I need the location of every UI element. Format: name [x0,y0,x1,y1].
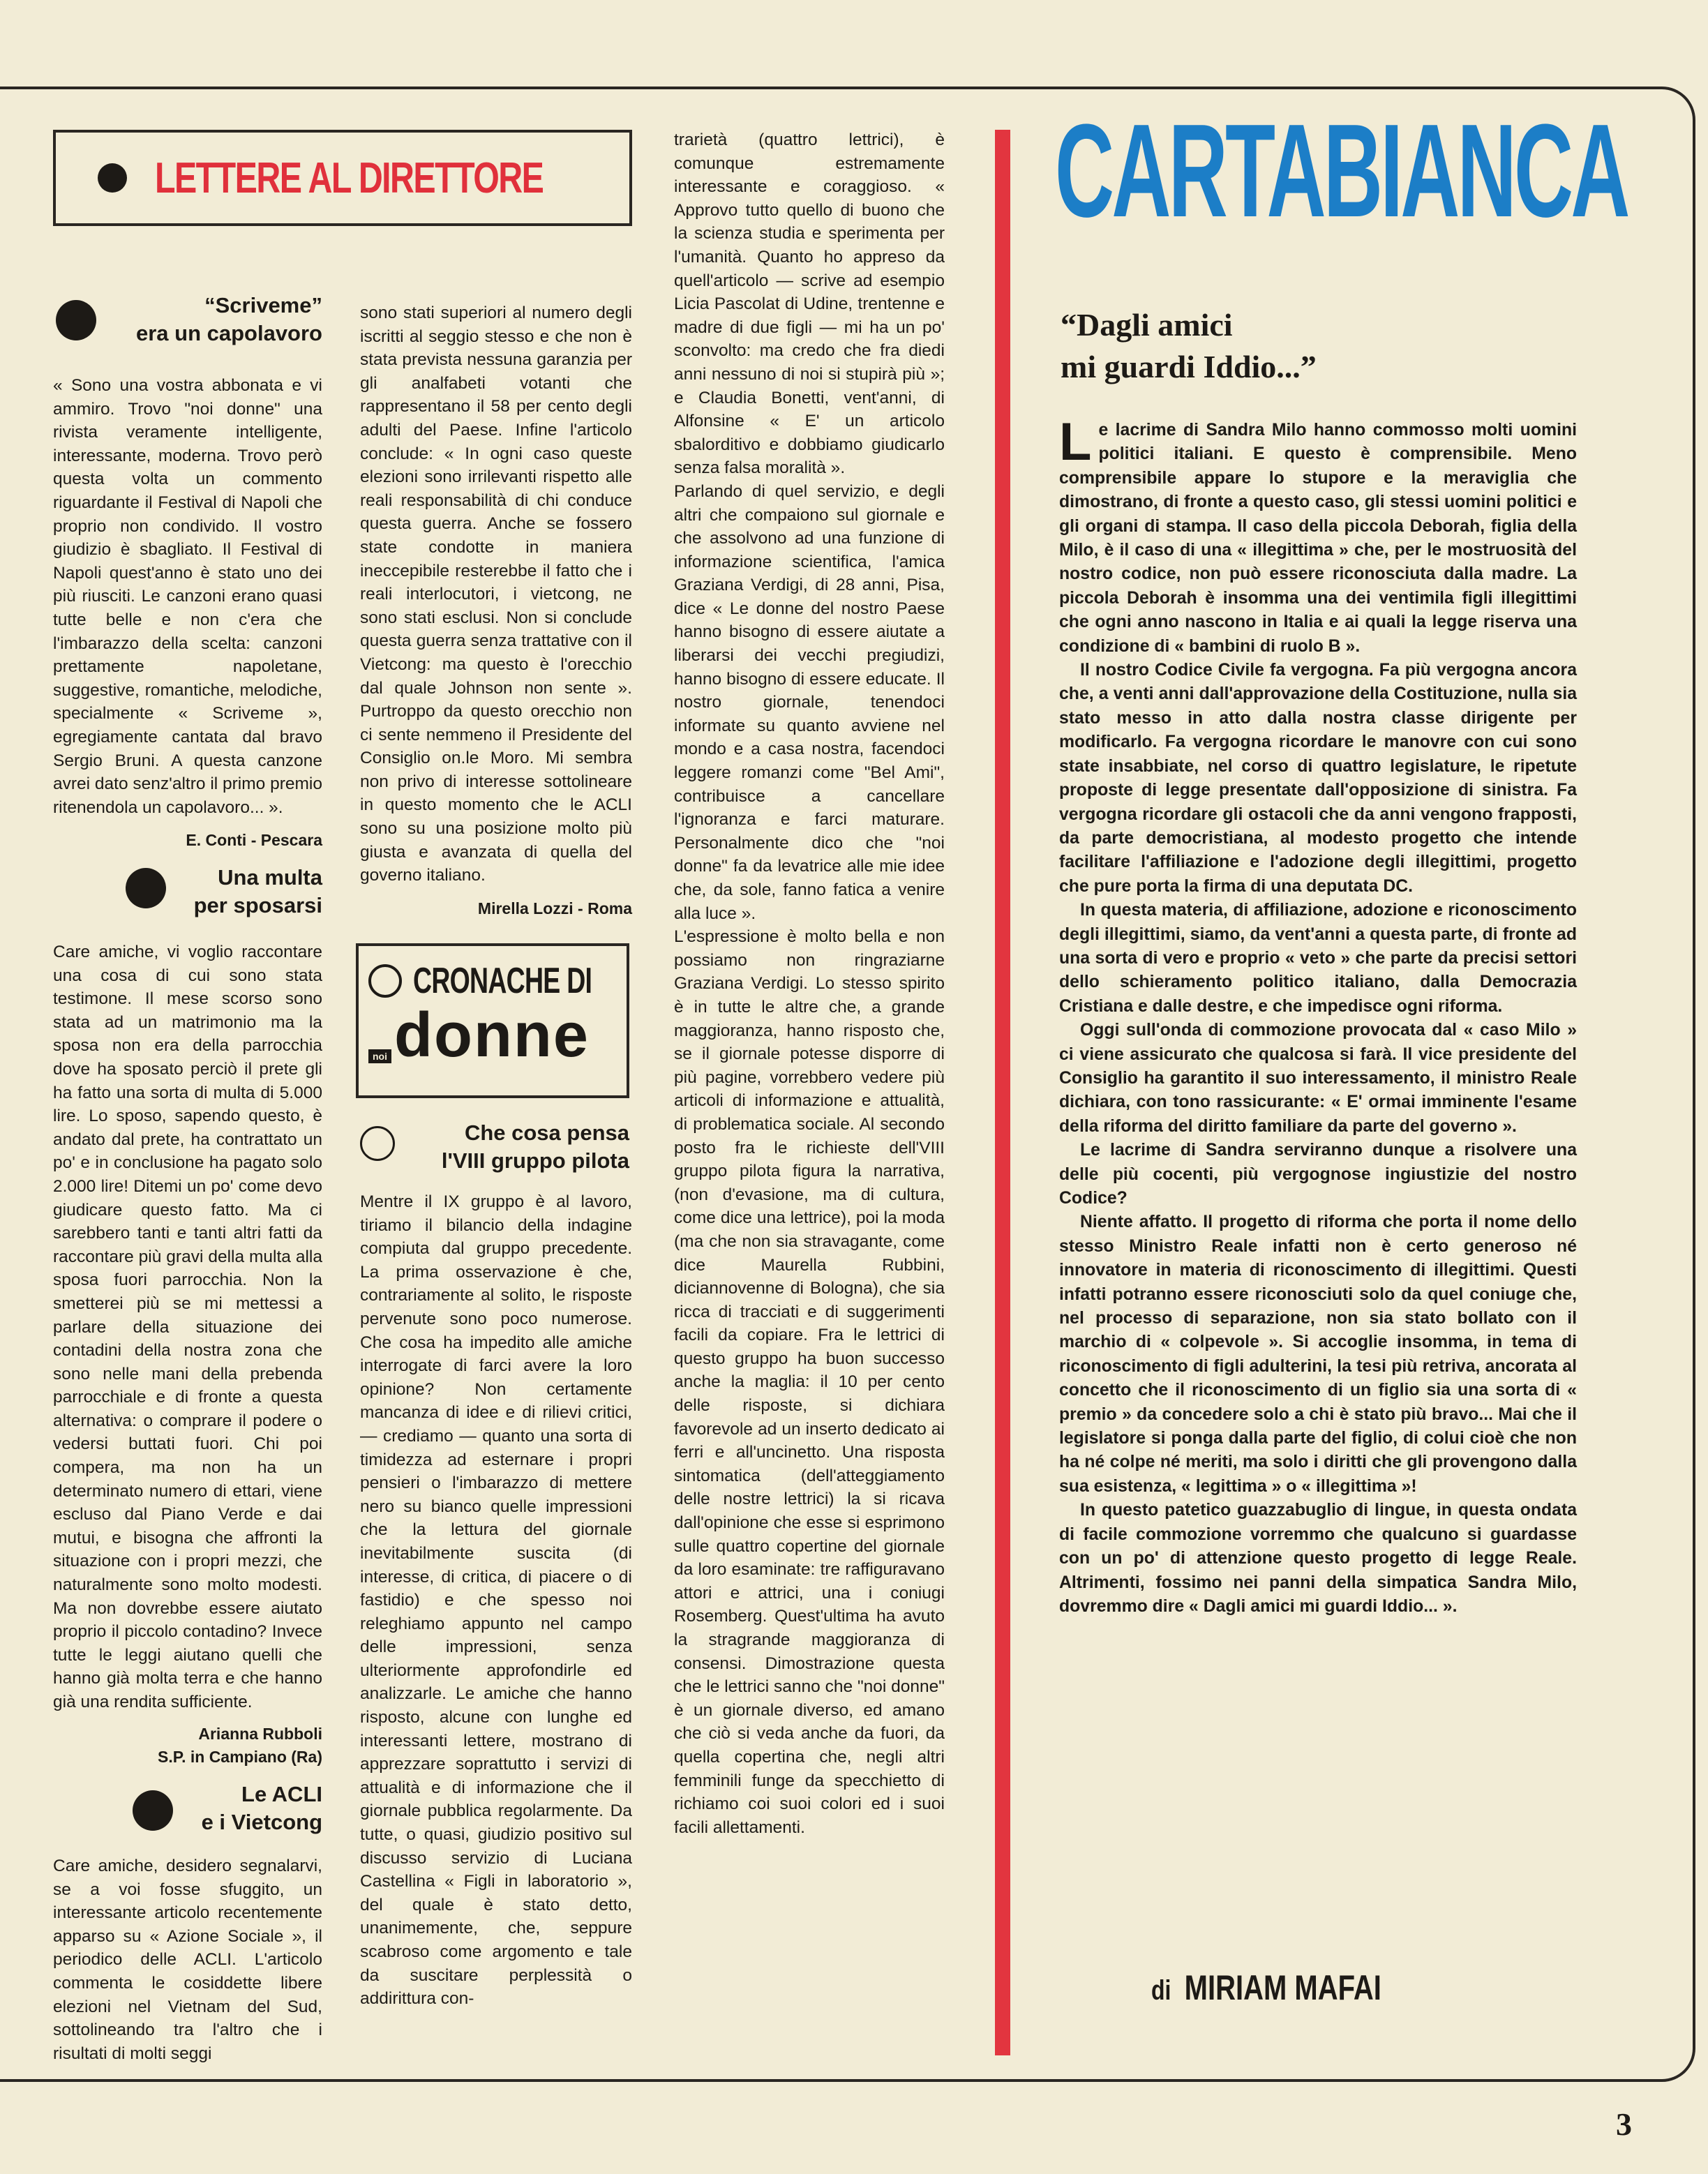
editorial-paragraph-5: Le lacrime di Sandra serviranno dunque a risolvere una delle più cocenti, più vergognose ingiustizie del nostro Codice? [1059,1141,1577,1208]
top-rule [0,87,994,89]
editorial-headline-line1: “Dagli amici [1061,307,1233,343]
letter-2-signature-line2: S.P. in Campiano (Ra) [157,1748,322,1767]
editorial-paragraph-1 [1059,412,1577,659]
letter-3-title-line1: Le ACLI [241,1782,322,1806]
bullet-icon [56,300,96,340]
letter-1-heading [53,292,322,347]
red-divider [995,130,1010,2055]
letter-1-title-line2: era un capolavoro [135,321,322,345]
letter-3-signature: Mirella Lozzi - Roma [477,899,632,917]
editorial-body [1059,412,1577,1619]
letter-3-heading [53,1781,322,1836]
editorial-headline [1061,304,1479,388]
lettere-header-box [53,130,632,226]
page-number: 3 [1616,2106,1632,2142]
cartabianca-title: CARTABIANCA [1055,97,1628,245]
cronache-body-b [674,128,945,1839]
letter-3-text-b: sono stati superiori al numero degli iscritti al seggio stesso e che non è stata prevista nessuna garanzia per gli analfabeti votanti che rappresentano il 58 per cento degli adulti del Paese. Infine l'articolo conclude: « In ogni caso queste elezioni sono irrilevanti rispetto alle reali responsabilità di chi conduce questa guerra. Anche se fossero state condotte in maniera ineccepibile resterebbe il fatto che i reali interlocutori, i vietcong, ne sono stati esclusi. Non si conclude questa guerra senza trattative con il Vietcong: ma questo è l'orecchio dal quale Johnson non sente ». Purtroppo da questo orecchio non ci sente nemmeno il Presidente del Consiglio on.le Moro. Mi sembra non privo di interesse sottolineare in questo momento che le ACLI sono su una posizione molto più giusta e avanzata di quella del governo italiano. [360,303,632,885]
letter-2-text: Care amiche, vi voglio raccontare una cosa di cui sono stata testimone. Il mese scorso sono stata ad un matrimonio ma la sposa non era della parrocchia dove ha sposato perciò il prete gli ha fatto una sorta di multa di 5.000 lire. Lo sposo, sapendo questo, è andato dal prete, ha contrattato un po' e in conclusione ha pagato solo 2.000 lire! Ditemi un po' come devo giudicare questo fatto. Ma ci sarebbero tanti e tanti altri fatti da raccontare più gravi della multa alla sposa fuori parrocchia. Non la smetterei più se mi mettessi a parlare della situazione dei contadini della nostra zona che sono nelle mani della prebenda parrocchiale e di fronte a questa alternativa: o comprare il podere o vedersi buttati fuori. Chi poi compera, ma non ha un determinato numero di ettari, viene escluso dal Piano Verde e dai mutui, e bisogna che affronti la situazione con i propri mezzi, che naturalmente sono molto modesti. Ma non dovrebbe essere aiutato proprio il piccolo contadino? Invece tutte le leggi aiutano quelli che hanno già molta terra e che hanno già una rendita sufficiente. [53,943,322,1711]
editorial-paragraph-2: Il nostro Codice Civile fa vergogna. Fa più vergogna ancora che, a venti anni dall'approvazione della Costituzione, nulla sia stato messo in atto dalla nostra classe dirigente per modificarlo. Fa vergogna ricordare le manovre con cui sono state insabbiate, nel corso di quattro legislature, le ripetute proposte di legge presentate dall'opposizione di sinistra. Fa vergogna ricordare gli ostacoli che da anni vengono frapposti, da parte democristiana, al modesto progetto che intende facilitare l'affiliazione e l'adozione degli illegittimi, progetto che pure porta la firma di una deputata DC. [1059,661,1577,896]
letter-2-body [53,940,322,1769]
byline-di: di [1151,1975,1171,2006]
editorial-headline-line2: mi guardi Iddio...” [1061,349,1317,384]
ring-bullet-icon [368,964,402,998]
editorial-paragraph-1-text: e lacrime di Sandra Milo hanno commosso molti uomini politici italiani. E questo è comprensibile. Meno comprensibile appare lo stupore e la meraviglia che dimostrano, di fronte a questo caso, gli stessi uomini politici e gli organi di stampa. Il caso della piccola Deborah, figlia della Milo, è il caso di una « illegittima » che, per le mostruosità del nostro codice, non può essere riconosciuta dalla madre. La piccola Deborah è insomma una dei ventimila figli illegittimi che ogni anno nascono in Italia e ai quali la legge riserva una condizione di « bambini di ruolo B ». [1059,421,1577,656]
letter-3-body-a [53,1854,322,2065]
cronache-text-b3: L'espressione è molto bella e non possiamo non ringraziarne Graziana Verdigi. Lo stesso spirito è in tutte le altre che, a grande maggioranza, hanno risposto che, se il giornale potesse disporre di più pagine, vorrebbero vedere più articoli di informazione e attualità, di problematica sociale. Al secondo posto fra le richieste dell'VIII gruppo pilota figura la narrativa, (non d'evasione, ma di cultura, come dice una lettrice), poi la moda (ma che non sia stravagante, come dice Maurella Rubbini, diciannovenne di Bologna), che sia ricca di tracciati e di suggerimenti facili da copiare. Fra le lettrici di questo gruppo ha buon successo anche la maglia: il 10 per cento delle risposte, si dichiara favorevole ad un inserto dedicato ai ferri e all'uncinetto. Una risposta sintomatica (dell'atteggiamento delle nostre lettrici) la si ricava dall'opinione che esse si esprimono sulle quattro copertine del giornale da loro esaminate: tre raffiguravano attori e attrici, una i coniugi Rosemberg. Quest'ultima ha avuto la stragrande maggioranza di consensi. Dimostrazione questa che le lettrici sanno che "noi donne" è un giornale diverso, ed amano che ciò si veda anche da fuori, da quella copertina che, negli altri femminili funge da specchietto di richiamo coi suoi colori ed i suoi facili allettamenti. [674,927,945,1837]
byline-author: MIRIAM MAFAI [1184,1968,1381,2007]
donne-logo: donne [394,1000,590,1070]
lettere-title: LETTERE AL DIRETTORE [155,153,544,202]
letter-3-body-b [360,301,632,920]
cronache-header-box [356,943,629,1098]
cronache-headline-line1: Che cosa pensa [464,1120,629,1145]
cronache-headline-line2: l'VIII gruppo pilota [441,1148,629,1173]
letter-1-title-line1: “Scriveme” [204,293,322,317]
cronache-text-a: Mentre il IX gruppo è al lavoro, tiriamo il bilancio della indagine compiuta dal gruppo precedente. La prima osservazione è che, contrariamente al solito, le risposte pervenute sono poco numerose. Che cosa ha impedito alle amiche interrogate di farci avere la loro opinione? Non certamente mancanza di idee e di rilievi critici, — crediamo — quanto una sorta di timidezza ad esternare i propri pensieri o l'imbarazzo di mettere nero su bianco quelle impressioni che la lettura del giornale inevitabilmente suscita (di interesse, di critica, di piacere o di fastidio) e che spesso noi releghiamo appunto nel campo delle impressioni, senza ulteriormente approfondirle ed analizzarle. Le amiche che hanno risposto, alcune con lunghe ed interessanti lettere, mostrano di apprezzare soprattutto i servizi di attualità e di informazione che il giornale pubblica regolarmente. Da tutte, o quasi, giudizio positivo sul discusso servizio di Luciana Castellina « Figli in laboratorio », del quale è stato detto, unanimemente, che, seppure scabroso come argomento e tale da suscitare perplessità o addirittura con- [360,1192,632,2009]
letter-2-heading [53,864,322,920]
bottom-rule [0,2079,994,2082]
letter-3-title-line2: e i Vietcong [201,1810,322,1834]
bullet-icon [133,1790,173,1831]
drop-cap: L [1059,412,1092,472]
letter-3-text-a: Care amiche, desidero segnalarvi, se a voi fosse sfuggito, un interessante articolo recentemente apparso su « Azione Sociale », il periodico delle ACLI. L'articolo commenta le cosiddette libere elezioni nel Vietnam del Sud, sottolineando tra l'altro che i risultati di molti seggi [53,1857,322,2063]
letter-2-signature-line1: Arianna Rubboli [198,1724,322,1743]
editorial-paragraph-3: In questa materia, di affiliazione, adozione e riconoscimento degli illegittimi, siamo, da vent'anni a questa parte, di fronte ad una sorta di vero e proprio « veto » che parte da precisi settori dello schieramento politico italiano, dalla Democrazia Cristiana e dalle destre, e che impedisce ogni riforma. [1059,901,1577,1016]
letter-2-title-line2: per sposarsi [193,893,322,917]
cronache-body-a [360,1190,632,2011]
editorial-byline [1151,1967,1381,2008]
letter-2-title-line1: Una multa [218,865,322,890]
letter-1-body [53,374,322,853]
cronache-text-b1: trarietà (quattro lettrici), è comunque estremamente interessante e coraggioso. « Approvo tutto quello di buono che la scienza studia e sperimenta per l'umanità. Quanto ho appreso da quell'articolo — scrive ad esempio Licia Pascolat di Udine, trentenne e madre di due figli — mi ha un po' sconvolto: ma credo che fra diedi anni nessuno di noi si stupirà più »; e Claudia Bonetti, vent'anni, di Alfonsine « E' un articolo sbalorditivo e dobbiamo giudicarlo senza falsa moralità ». [674,130,945,478]
cronache-headline [360,1119,629,1175]
letter-1-text: « Sono una vostra abbonata e vi ammiro. Trovo "noi donne" una rivista veramente intelligente, interessante, moderna. Trovo però questa volta un commento riguardante il Festival di Napoli che proprio non condivido. Il vostro giudizio è sbagliato. Il Festival di Napoli quest'anno è stato uno dei più riusciti. Le canzoni erano quasi tutte belle e non c'era che l'imbarazzo della scelta: canzoni prettamente napoletane, suggestive, romantiche, melodiche, specialmente « Scriveme », egregiamente cantata dal bravo Sergio Bruni. A questa canzone avrei dato senz'altro il primo premio ritenendola un capolavoro... ». [53,376,322,817]
cronache-text-b2: Parlando di quel servizio, e degli altri che compaiono sul giornale e che assolvono ad una funzione di informazione scientifica, l'amica Graziana Verdigi, di 28 anni, Pisa, dice « Le donne del nostro Paese hanno bisogno di essere aiutate a liberarsi dei vecchi pregiudizi, hanno bisogno di essere educate. Il nostro giornale, tenendoci informate su quanto avviene nel mondo e a casa nostra, facendoci leggere romanzi come "Bel Ami", contribuisce a cancellare l'ignoranza e farci maturare. Personalmente dico che "noi donne" fa da levatrice alle mie idee che, da sole, fanno fatica a venire alla luce ». [674,481,945,923]
cronache-title: CRONACHE DI [413,961,592,1001]
ring-bullet-icon [360,1126,395,1161]
noi-tag: noi [368,1049,391,1063]
editorial-paragraph-4: Oggi sull'onda di commozione provocata dal « caso Milo » ci viene assicurato che qualcosa si farà. Il vice presidente del Consiglio ha garantito il suo interessamento, il ministro Reale dichiara, con tono rassicurante: « E' ormai imminente l'esame della riforma del diritto familiare da parte del governo ». [1059,1021,1577,1136]
editorial-paragraph-7: In questo patetico guazzabuglio di lingue, in questa ondata di facile commozione vorremmo che qualcuno si guardasse con un po' di attenzione questo progetto di legge Reale. Altrimenti, fossimo nei panni della simpatica Sandra Milo, dovremmo dire « Dagli amici mi guardi Iddio... ». [1059,1501,1577,1616]
letter-1-signature: E. Conti - Pescara [186,831,322,850]
bullet-icon [98,163,127,193]
editorial-paragraph-6: Niente affatto. Il progetto di riforma che porta il nome dello stesso Ministro Reale infatti non è certo generoso né innovatore in materia di riconoscimento di illegittimi. Questi infatti potranno essere riconosciuti solo da quel coniuge che, nel processo di separazione, non sia stato bollato con il marchio di « colpevole ». Si accoglie insomma, in tema di riconoscimento di figli adulterini, la tesi più retriva, ancorata al concetto che il riconoscimento di un figlio sia una sorta di « premio » da concedere solo a chi è stato più bravo... Mai che il legislatore si ponga dalla parte del figlio, di colui cioè che non ha né colpe né meriti, ma solo i diritti che gli provengono dalla sua esistenza, « legittima » o « illegittima »! [1059,1213,1577,1496]
bullet-icon [126,868,166,908]
